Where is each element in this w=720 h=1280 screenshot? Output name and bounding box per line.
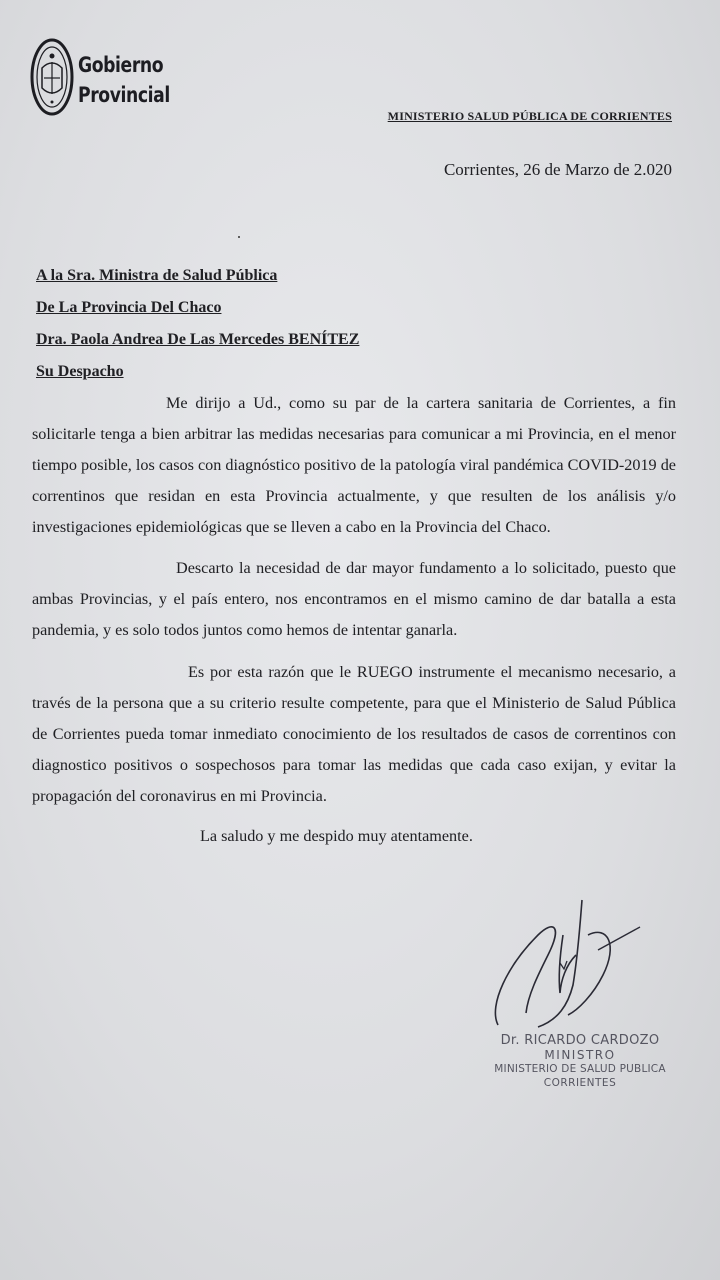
body-paragraph-2: Descarto la necesidad de dar mayor fundamento a lo solicitado, puesto que ambas Provincias, y el país entero, nos encontramos en el mismo camino de dar batalla a esta pandemia, y es solo todos juntos como hemos de intentar ganarla. [32,559,676,639]
logo-line-2: Provincial [78,83,170,107]
signature-stamp [480,1034,680,1090]
addressee-line-1: A la Sra. Ministra de Salud Pública [36,267,278,284]
addressee-line-3: Dra. Paola Andrea De Las Mercedes BENÍTEZ [36,331,360,348]
ink-dot [238,236,240,238]
letter-body [32,388,676,852]
addressee-line-2: De La Provincia Del Chaco [36,299,222,316]
handwritten-signature [468,895,658,1035]
addressee-line-4: Su Despacho [36,363,124,380]
government-logo [30,38,170,118]
body-paragraph-3: Es por esta razón que le RUEGO instrumente el mecanismo necesario, a través de la persona que a su criterio resulte competente, para que el Ministerio de Salud Pública de Corrientes pueda tomar inmediato conocimiento de los resultados de casos de correntinos con diagnostico positivos o sospechosos para tomar las medidas que cada caso exijan, y evitar la propagación del coronavirus en mi Provincia. [32,663,676,805]
provincial-seal-icon [30,38,74,116]
stamp-ministry: MINISTERIO DE SALUD PUBLICA [494,1063,666,1075]
stamp-title: MINISTRO [544,1048,616,1062]
body-paragraph-1: Me dirijo a Ud., como su par de la cartera sanitaria de Corrientes, a fin solicitarle tenga a bien arbitrar las medidas necesarias para comunicar a mi Provincia, en el menor tiempo posible, los casos con diagnóstico positivo de la patología viral pandémica COVID-2019 de correntinos que residan en esta Provincia actualmente, y que resulten de los análisis y/o investigaciones epidemiológicas que se lleven a cabo en la Provincia del Chaco. [32,394,676,536]
ministry-header: MINISTERIO SALUD PÚBLICA DE CORRIENTES [387,109,672,123]
stamp-province: CORRIENTES [543,1077,617,1089]
stamp-name: Dr. RICARDO CARDOZO [500,1033,660,1048]
date-line: Corrientes, 26 de Marzo de 2.020 [443,160,672,179]
logo-wordmark [78,50,170,110]
addressee-block [36,260,359,388]
closing-line: La saludo y me despido muy atentamente. [200,827,473,845]
logo-line-1: Gobierno [78,53,164,77]
